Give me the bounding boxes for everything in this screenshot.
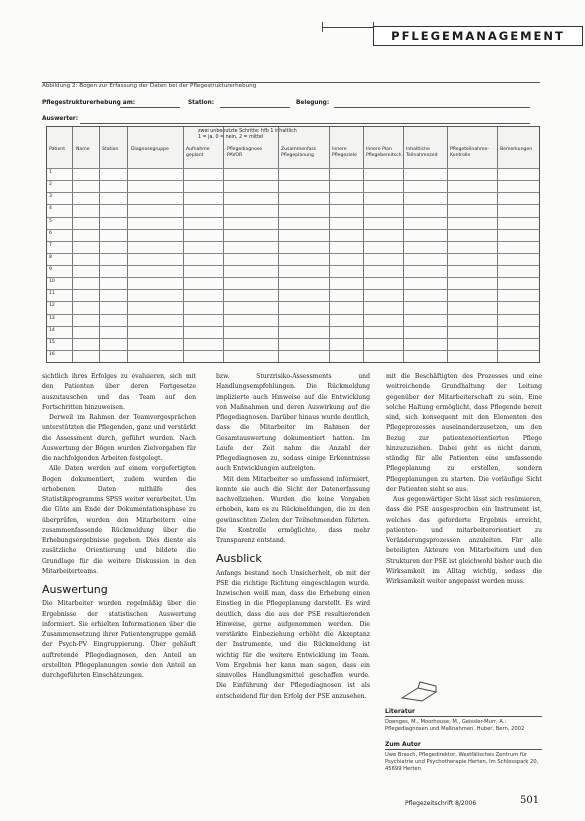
row-number: 7 [49, 242, 52, 248]
text-column-left [42, 372, 196, 681]
table-row [47, 265, 539, 266]
row-number: 12 [49, 303, 55, 309]
column-header: Aufnahme geplant [186, 147, 210, 158]
table-row [47, 338, 539, 339]
author-heading: Zum Autor [385, 741, 542, 750]
row-number: 10 [49, 279, 55, 285]
legend-line: zwei unbenutzte Schritte: hfb 1 inhaltlich [198, 129, 297, 134]
section-heading: Auswertung [42, 583, 108, 596]
table-row [47, 217, 539, 218]
column-header: Patient [49, 147, 65, 152]
figure-caption: Abbildung 2: Bogen zur Erfassung der Daten bei der Pflegestrukturerhebung [42, 83, 257, 89]
table-row [47, 289, 539, 290]
meta-line [334, 107, 530, 108]
meta-label-evaluator: Auswerter: [42, 116, 79, 122]
table-row [47, 277, 539, 278]
column-header: Innere Plan Pflegebereitsch. [366, 147, 403, 158]
journal-footer: Pflegezeitschrift 8/2006 [405, 800, 477, 807]
table-row [47, 314, 539, 315]
meta-label-station: Station: [188, 100, 215, 106]
literature-entry: Doenges, M., Moorhouse, M., Geissler-Murr, A.: Pflegediagnosen und Maßnahmen. Huber, Bern, 2002 [385, 719, 525, 732]
table-row [47, 253, 539, 254]
column-header: Bemerkungen [500, 147, 533, 152]
paragraph: Anfangs bestand noch Unsicherheit, ob mit der PSE die richtige Richtung eingeschlagen wurde. Inzwischen weiß man, dass die Erhebung einen Einstieg in die Pflegeplanung darstellt. Es wird deutlich, dass die aus der PSE resultierenden Hinweise, gerne aufgenommen werden. Die verstärkte Einbeziehung erhöht die Akzeptanz der Instrumente, und die Rückmeldung ist wichtig für die weitere Entwicklung im Team. Vom Ergebnis her kann man sagen, dass ein sinnvolles Handlungsmittel geschaffen wurde. Die Einführung der Pflegediagnosen ist als entscheidend für den Erfolg der PSE anzusehen. [216, 569, 370, 700]
book-icon [400, 680, 440, 702]
meta-label-survey-date: Pflegestrukturerhebung am: [42, 100, 136, 106]
row-number: 2 [49, 182, 52, 188]
data-entry-table [46, 126, 540, 363]
section-title: PFLEGEMANAGEMENT [373, 26, 583, 46]
column-header: Zusammenfass Pflegeplanung [281, 147, 317, 158]
column-header: Innere Pflegeziele [332, 147, 357, 158]
row-number: 15 [49, 339, 55, 345]
table-legend [198, 129, 297, 141]
legend-line: 1 = ja, 0 = nein, 2 = mittel [198, 135, 264, 140]
paragraph: mit die Beschäftigten des Prozesses und eine weitreichende Grundhaltung der Leitung gegenüber der Mitarbeiterschaft zu sein. Eine solche Haltung ermöglicht, dass Pflegende bereit sind, sich konsequent mit den Elementen des Pflegeprozesses auseinanderzusetzen, um den Bezug zur patientenorientierten Pflege hinzuzuziehen. Dabei geht es nicht darum, ständig für alle Patienten eine umfassende Pflegeplanung zu erstellen, sondern Pflegeplanungen zu starten. Die vorläufige Sicht der Patienten sieht so aus. [386, 373, 542, 493]
column-header: Station [102, 147, 119, 152]
paragraph: Alle Daten werden auf einem vorgefertigten Bogen dokumentiert, zudem wurden die erhobenen Daten mithilfe des Statistikprogramms SPSS weiter verarbeitet. Um die Güte am Ende der Dokumentationsphase zu überprüfen, wurden den Mitarbeitern eine zusammenfassende Rückmeldung über die Erhebungsergebnisse gegeben. Dies diente als zusätzliche Orientierung und bildete die Grundlage für die weitere Diskussion in den Mitarbeiterteams. [42, 465, 196, 575]
paragraph: Aus gegenwärtiger Sicht lässt sich resümieren, dass die PSE ausgesprochen ein Instrument ist, welches das geforderte Ergebnis erreicht, patienten- und mitarbeiterorientiert zu Veränderungsprozessen anzuleiten. Für alle beteiligten Akteure von Mitarbeitern und den Strukturen der PSE ist gleichwohl bisher auch die Wirksamkeit im Alltag wichtig, sodass die Wirksamkeit weiter angepasst werden muss. [386, 496, 542, 585]
table-row [47, 326, 539, 327]
column-header: Pflegeteilnahme-Kontrolle [450, 147, 490, 158]
table-row [47, 180, 539, 181]
table-row [47, 301, 539, 302]
column-header: Diagnosegruppe [131, 147, 169, 152]
row-number: 11 [49, 291, 55, 297]
row-number: 9 [49, 267, 52, 272]
text-column-middle [216, 372, 370, 702]
figure [42, 82, 540, 361]
column-header: Pflegediagnose PAVOR [227, 147, 263, 158]
literature-heading: Literatur [385, 708, 542, 717]
row-number: 3 [49, 194, 52, 200]
table-row [47, 350, 539, 351]
table-row [47, 241, 539, 242]
row-number: 6 [49, 230, 52, 236]
table-row [47, 229, 539, 230]
row-number: 4 [49, 206, 52, 212]
meta-line [120, 107, 180, 108]
page-number: 501 [520, 795, 540, 806]
row-number: 14 [49, 327, 55, 333]
row-number: 13 [49, 315, 55, 321]
table-row [47, 168, 539, 169]
column-header: Name [76, 147, 90, 152]
table-row [47, 192, 539, 193]
row-number: 8 [49, 254, 52, 260]
header-tick [322, 22, 323, 32]
paragraph: Derweil im Rahmen der Teamvorgesprächen unterstützten die Pflegenden, ganz und verstärkt die Assessment durch, geführt wurden. Nach Auswertung der Bögen wurden Zielvorgaben für die nachfolgenden Arbeiten festgelegt. [42, 414, 196, 462]
paragraph: sichtlich ihres Erfolges zu evaluieren, sich mit den Patienten über deren Fortgesetze auszutauschen und das Team auf den Fortschritten hinzuweisen. [42, 373, 196, 411]
reference-box [385, 708, 542, 773]
text-column-right [386, 372, 542, 587]
meta-line [220, 107, 290, 108]
paragraph: bzw. Sturzrisiko-Assessments und Handlungsempfehlungen. Die Rückmeldung implizierte auch Hinweise auf die Entwicklung von Maßnahmen und deren Auswirkung auf die Pflegediagnosen. Darüber hinaus wurde deutlich, dass die Mitarbeiter im Rahmen der Gesamtauswertung dokumentiert hatten. Im Laufe der Zeit nahm die Anzahl der Pflegediagnosen zu, sodass einige Erkenntnisse auch Entwicklungen aufzeigten. [216, 373, 370, 473]
column-header: Inhaltliche Teilnahmezeit [406, 147, 438, 158]
section-heading: Ausblick [216, 552, 262, 566]
row-number: 5 [49, 218, 52, 224]
table-row [47, 204, 539, 205]
paragraph: Mit dem Mitarbeiter so umfassend informiert, konnte sie auch die Sicht der Datenerfassung nachvollziehen. Wurden die keine Vorgaben erhoben, kam es zu Rückmeldungen, die zu den gewünschten Zielen der Teilnehmenden führten. Die Kontrolle ermöglichte, dass mehr Transparenz entstand. [216, 475, 370, 544]
row-number: 16 [49, 351, 55, 357]
author-info: Uwe Brasch, Pflegedirektor, Westfälisches Zentrum für Psychiatrie und Psychotherapie Herten, Im Schlosspark 20, 45699 Herten [385, 752, 539, 772]
paragraph: Die Mitarbeiter wurden regelmäßig über die Ergebnisse der statistischen Auswertung informiert. Sie erhielten Informationen über die Zusammensetzung ihrer Patientengruppe gemäß der Psych-PV Eingruppierung. Über gehäuft auftretende Pflegediagnosen, den Anteil an erstellten Pflegeplanungen sowie den Anteil an durchgeführten Einschätzungen. [42, 600, 196, 679]
row-number: 1 [49, 170, 52, 175]
meta-label-occupancy: Belegung: [296, 100, 330, 106]
meta-line [80, 123, 530, 124]
